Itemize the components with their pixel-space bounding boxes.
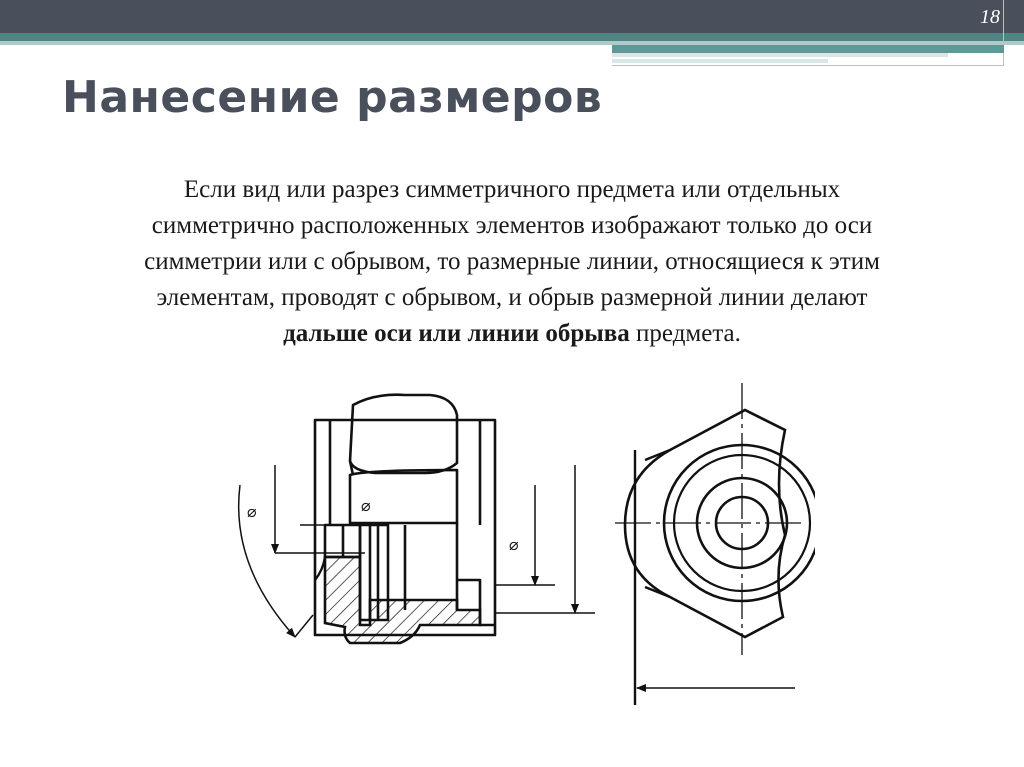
diameter-symbol: ⌀: [509, 535, 519, 554]
body-emphasis: дальше оси или линии обрыва: [283, 320, 630, 347]
slide-title: Нанесение размеров: [62, 72, 603, 123]
slide-number: 18: [980, 6, 1000, 28]
body-line: элементам, проводят с обрывом, и обрыв размерной линии делают: [156, 284, 868, 311]
body-line: симметрии или с обрывом, то размерные линии, относящиеся к этим: [144, 248, 880, 275]
body-line: предмета.: [629, 320, 741, 347]
end-view: [615, 383, 815, 705]
decorative-frame-bar: [612, 59, 828, 63]
body-text: [40, 172, 984, 352]
body-line: симметрично расположенных элементов изображают только до оси: [151, 212, 873, 239]
diameter-symbol: ⌀: [361, 496, 371, 515]
diameter-symbol: ⌀: [247, 502, 257, 521]
technical-drawing: [225, 375, 815, 715]
bolt-head: [350, 395, 457, 473]
body-line: Если вид или разрез симметричного предмета или отдельных: [183, 176, 841, 203]
decorative-frame-bar: [612, 53, 948, 57]
decorative-frame-bar: [612, 45, 1004, 53]
